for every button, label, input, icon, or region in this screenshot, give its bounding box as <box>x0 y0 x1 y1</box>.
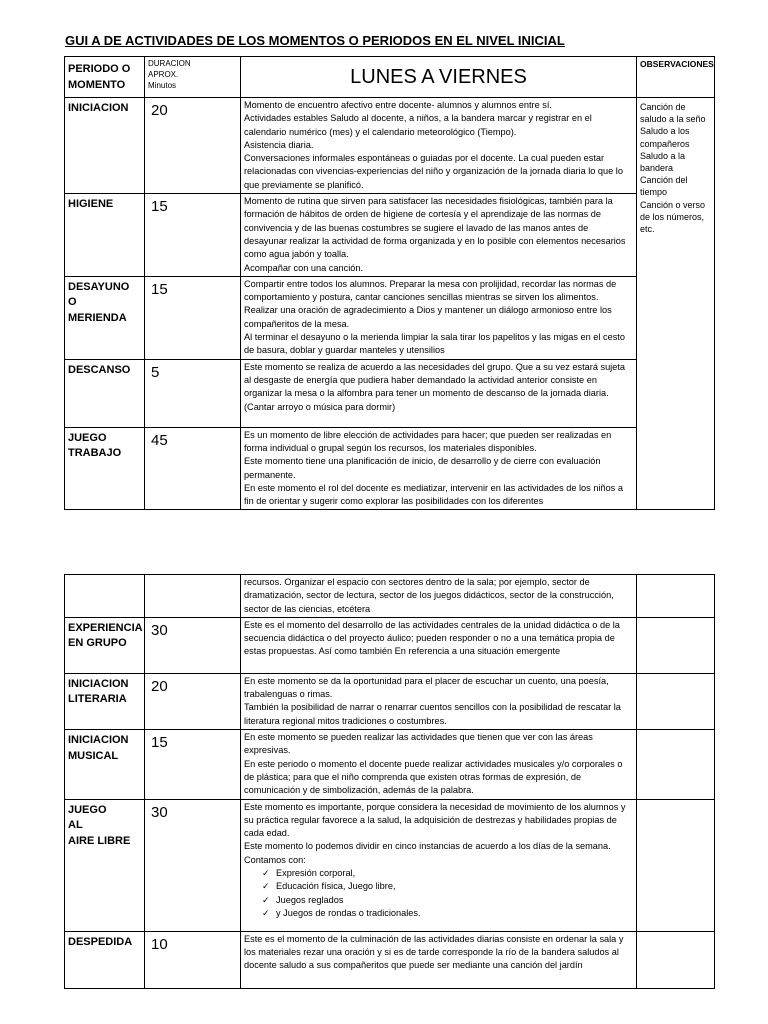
table-row <box>65 799 715 931</box>
description-cell <box>241 799 637 931</box>
observation-line: Saludo a los <box>640 126 690 137</box>
description-cell <box>241 98 637 194</box>
header-observations: OBSERVACIONES <box>637 57 715 98</box>
observation-line: compañeros <box>640 138 690 149</box>
description-paragraph: Acompañar con una canción. <box>244 262 364 273</box>
description-paragraph: En este momento se da la oportunidad para el placer de escuchar un cuento, una poesía, trabalenguas o rimas. <box>244 675 609 700</box>
table-row <box>65 673 715 729</box>
table-row <box>65 617 715 673</box>
observation-line: de los números, <box>640 211 705 222</box>
table-row <box>65 359 715 427</box>
activities-table-part-2 <box>64 574 715 989</box>
period-label: JUEGO <box>68 803 107 816</box>
observations-cell <box>637 931 715 988</box>
description-paragraph: Conversaciones informales espontáneas o guiadas por el docente. La cual pueden estar relacionadas con vivencias-experiencias del niño y organización de la jornada diaria lo que lo que previamente se planificó. <box>244 153 623 190</box>
description-paragraph: Este momento lo podemos dividir en cinco instancias de acuerdo a los días de la semana. <box>244 841 611 852</box>
description-cell <box>241 931 637 988</box>
table-header-row <box>65 57 715 98</box>
period-cell <box>65 931 145 988</box>
table-row <box>65 931 715 988</box>
description-paragraph: En este periodo o momento el docente puede realizar actividades musicales y/o corporales o de plástica; para que el niño comprenda que existen otras formas de expresión, de comunicación y de simbolización, además de la palabra. <box>244 758 623 796</box>
period-label: HIGIENE <box>68 198 114 211</box>
observations-cell <box>637 98 715 510</box>
description-cell <box>241 617 637 673</box>
description-paragraph: Al terminar el desayuno o la merienda limpiar la sala tirar los papelitos y las migas en el cesto de basura, doblar y guardar manteles y utensilios <box>244 332 625 356</box>
period-cell <box>65 427 145 510</box>
period-cell <box>65 276 145 359</box>
duration-cell: 45 <box>145 427 241 510</box>
observation-line: saludo a la seño <box>640 114 706 125</box>
description-cell <box>241 427 637 510</box>
period-cell <box>65 730 145 799</box>
duration-cell: 10 <box>145 931 241 988</box>
observation-line: tiempo <box>640 187 668 198</box>
table-row <box>65 98 715 194</box>
table-row <box>65 730 715 799</box>
table-row <box>65 427 715 510</box>
period-label: MUSICAL <box>68 749 119 762</box>
period-label: MERIENDA <box>68 311 127 324</box>
duration-cell: 15 <box>145 276 241 359</box>
description-paragraph: En este momento se pueden realizar las actividades que tienen que ver con las áreas expresivas. <box>244 732 593 756</box>
period-label: INICIACION <box>68 102 129 114</box>
description-paragraph: También la posibilidad de narrar o renarrar cuentos sencillos con la posibilidad de rescatar la literatura regional mitos tradiciones o costumbres. <box>244 702 621 726</box>
period-label: EXPERIENCIA <box>68 621 143 634</box>
period-cell <box>65 359 145 427</box>
description-paragraph: Momento de encuentro afectivo entre docente- alumnos y alumnos entre sí. <box>244 100 552 110</box>
description-paragraph: Este momento tiene una planificación de inicio, de desarrollo y de cierre con evaluación permanente. <box>244 456 601 480</box>
observations-cell <box>637 575 715 618</box>
description-paragraph: Este es el momento de la culminación de las actividades diarias consiste en ordenar la sala y los materiales rezar una oración y si es de tarde corresponde la río de la bandera saludos al docente saludo a sus compañeritos que puede ser mediante una canción del jardín <box>244 933 624 971</box>
description-paragraph: Este momento se realiza de acuerdo a las necesidades del grupo. Que a su vez estará sujeta al desgaste de energía que pudiera haber demandado la actividad anterior consiste en organizar la mesa o la alfombra para tener un momento de descanso de la jornada diaria. <box>244 361 625 399</box>
duration-cell: 5 <box>145 359 241 427</box>
period-label: AL <box>68 819 83 832</box>
period-cell <box>65 673 145 729</box>
activities-table-part-1 <box>64 56 715 510</box>
observations-cell <box>637 799 715 931</box>
description-paragraph: En este momento el rol del docente es mediatizar, intervenir en las actividades de los niños a fin de orientar y sugerir como explorar las posibilidades con los diferentes <box>244 482 623 507</box>
duration-cell: 30 <box>145 617 241 673</box>
activity-checklist <box>244 867 633 920</box>
period-cell <box>65 799 145 931</box>
period-label: JUEGO <box>68 431 107 444</box>
description-paragraph: Momento de rutina que sirven para satisfacer las necesidades fisiológicas, también para la formación de hábitos de orden de higiene de cortesía y el aprendizaje de las normas de convivencia y de las buenas costumbres se sugiere el lavado de las manos antes de desayunar realizar la actividad de forma organizada y en lo posible con elementos necesarios como agua jabón y toalla. <box>244 196 626 260</box>
description-cell <box>241 276 637 359</box>
description-paragraph: (Cantar arroyo o música para dormir) <box>244 401 396 412</box>
description-cell <box>241 673 637 729</box>
checklist-item: ✓ Educación física, Juego libre, <box>262 880 633 893</box>
period-label: TRABAJO <box>68 447 122 460</box>
table-row <box>65 194 715 277</box>
duration-cell: 20 <box>145 673 241 729</box>
period-label: DESAYUNO <box>68 280 130 293</box>
duration-cell: 20 <box>145 98 241 194</box>
description-cell <box>241 194 637 277</box>
period-label: O <box>68 296 77 309</box>
description-paragraph: Asistencia diaria. <box>244 139 314 150</box>
observations-cell <box>637 730 715 799</box>
period-label: DESPEDIDA <box>68 935 133 948</box>
period-cell <box>65 194 145 277</box>
table-row <box>65 276 715 359</box>
period-cell <box>65 617 145 673</box>
description-paragraph: Actividades estables Saludo al docente, a niños, a la bandera marcar y registrar en el calendario numérico (mes) y el calendario meteorológico (Tiempo). <box>244 113 592 137</box>
period-label: AIRE LIBRE <box>68 834 131 847</box>
observations-cell <box>637 617 715 673</box>
header-duration: DURACION APROX. Minutos <box>145 57 241 98</box>
period-label: INICIACION <box>68 734 129 747</box>
description-paragraph: Contamos con: <box>244 854 306 865</box>
header-days: LUNES A VIERNES <box>241 57 637 98</box>
description-paragraph: Compartir entre todos los alumnos. Preparar la mesa con prolijidad, recordar las normas de comportamiento y postura, cantar canciones sencillas mientras se sirven los alimentos. Realizar una oración de agradecimiento a Dios y mantener un diálogo armonioso entre los compañeritos de la mesa. <box>244 278 617 329</box>
observation-line: Canción o verso <box>640 199 706 210</box>
observations-cell <box>637 673 715 729</box>
duration-cell: 15 <box>145 730 241 799</box>
description-paragraph: recursos. Organizar el espacio con sectores dentro de la sala; por ejemplo, sector de dramatización, sector de lectura, sector de los juegos didácticos, sector de la construcción, sector de las ciencias, etcétera <box>244 577 614 614</box>
observation-line: Canción de <box>640 102 686 112</box>
description-paragraph: Este momento es importante, porque considera la necesidad de movimiento de los alumnos y su práctica regular favorece a la salud, la adquisición de destrezas y habilidades propias de cada edad. <box>244 801 626 839</box>
checklist-item: ✓ Expresión corporal, <box>262 867 633 880</box>
description-paragraph: Este es el momento del desarrollo de las actividades centrales de la unidad didáctica o de la secuencia didáctica o del proyecto áulico; pueden responder o no a una temática propia de estas propuestas. Así como también En referencia a una situación emergente <box>244 619 620 657</box>
observation-line: Canción del <box>640 175 688 186</box>
duration-cell: 15 <box>145 194 241 277</box>
header-period: PERIODO O MOMENTO <box>65 57 145 98</box>
period-label: LITERARIA <box>68 693 127 706</box>
description-cell <box>241 359 637 427</box>
period-cell <box>65 98 145 194</box>
period-cell <box>65 575 145 618</box>
observation-line: Saludo a la <box>640 150 686 161</box>
description-cell <box>241 730 637 799</box>
period-label: DESCANSO <box>68 363 131 376</box>
description-cell <box>241 575 637 618</box>
checklist-item: ✓ y Juegos de rondas o tradicionales. <box>262 907 633 920</box>
duration-cell <box>145 575 241 618</box>
period-label: INICIACION <box>68 677 129 690</box>
description-paragraph: Es un momento de libre elección de actividades para hacer; que pueden ser realizadas en forma individual o grupal según los recursos, los materiales disponibles. <box>244 429 612 453</box>
document-title: GUI A DE ACTIVIDADES DE LOS MOMENTOS O PERIODOS EN EL NIVEL INICIAL <box>65 33 565 48</box>
checklist-item: ✓ Juegos reglados <box>262 894 633 907</box>
period-label: EN GRUPO <box>68 637 127 650</box>
observation-line: bandera <box>640 163 674 174</box>
observation-line: etc. <box>640 224 655 235</box>
duration-cell: 30 <box>145 799 241 931</box>
table-row <box>65 575 715 618</box>
